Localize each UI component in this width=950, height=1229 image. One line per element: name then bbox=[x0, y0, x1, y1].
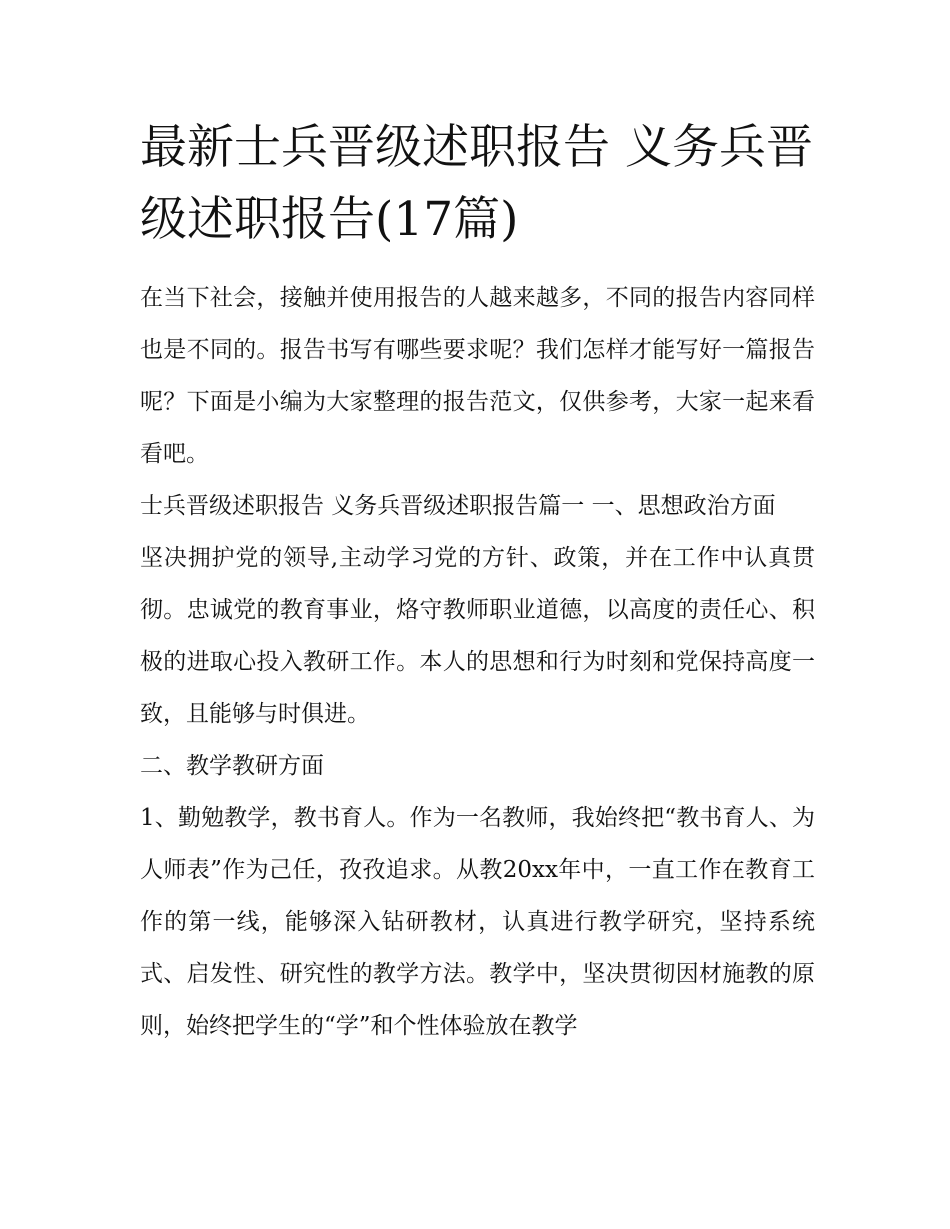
section-heading-paragraph: 士兵晋级述职报告 义务兵晋级述职报告篇一 一、思想政治方面 bbox=[140, 493, 776, 519]
document-page bbox=[140, 112, 815, 1052]
section-heading: 二、教学教研方面 bbox=[140, 753, 324, 779]
body-paragraph: 坚决拥护党的领导,主动学习党的方针、政策，并在工作中认真贯彻。忠诚党的教育事业，烙守教师职业道德，以高度的责任心、积极的进取心投入教研工作。本人的思想和行为时刻和党保持高度一致，且能够与时俱进。 bbox=[140, 545, 815, 727]
intro-paragraph: 在当下社会，接触并使用报告的人越来越多，不同的报告内容同样也是不同的。报告书写有哪些要求呢？我们怎样才能写好一篇报告呢？下面是小编为大家整理的报告范文，仅供参考，大家一起来看看吧。 bbox=[140, 285, 815, 467]
body-paragraph: 1、勤勉教学，教书育人。作为一名教师，我始终把“教书育人、为人师表”作为己任，孜孜追求。从教20xx年中，一直工作在教育工作的第一线，能够深入钻研教材，认真进行教学研究，坚持系统式、启发性、研究性的教学方法。教学中，坚决贯彻因材施教的原则，始终把学生的“学”和个性体验放在教学 bbox=[140, 805, 815, 1039]
document-title: 最新士兵晋级述职报告 义务兵晋级述职报告(17篇) bbox=[140, 120, 813, 247]
